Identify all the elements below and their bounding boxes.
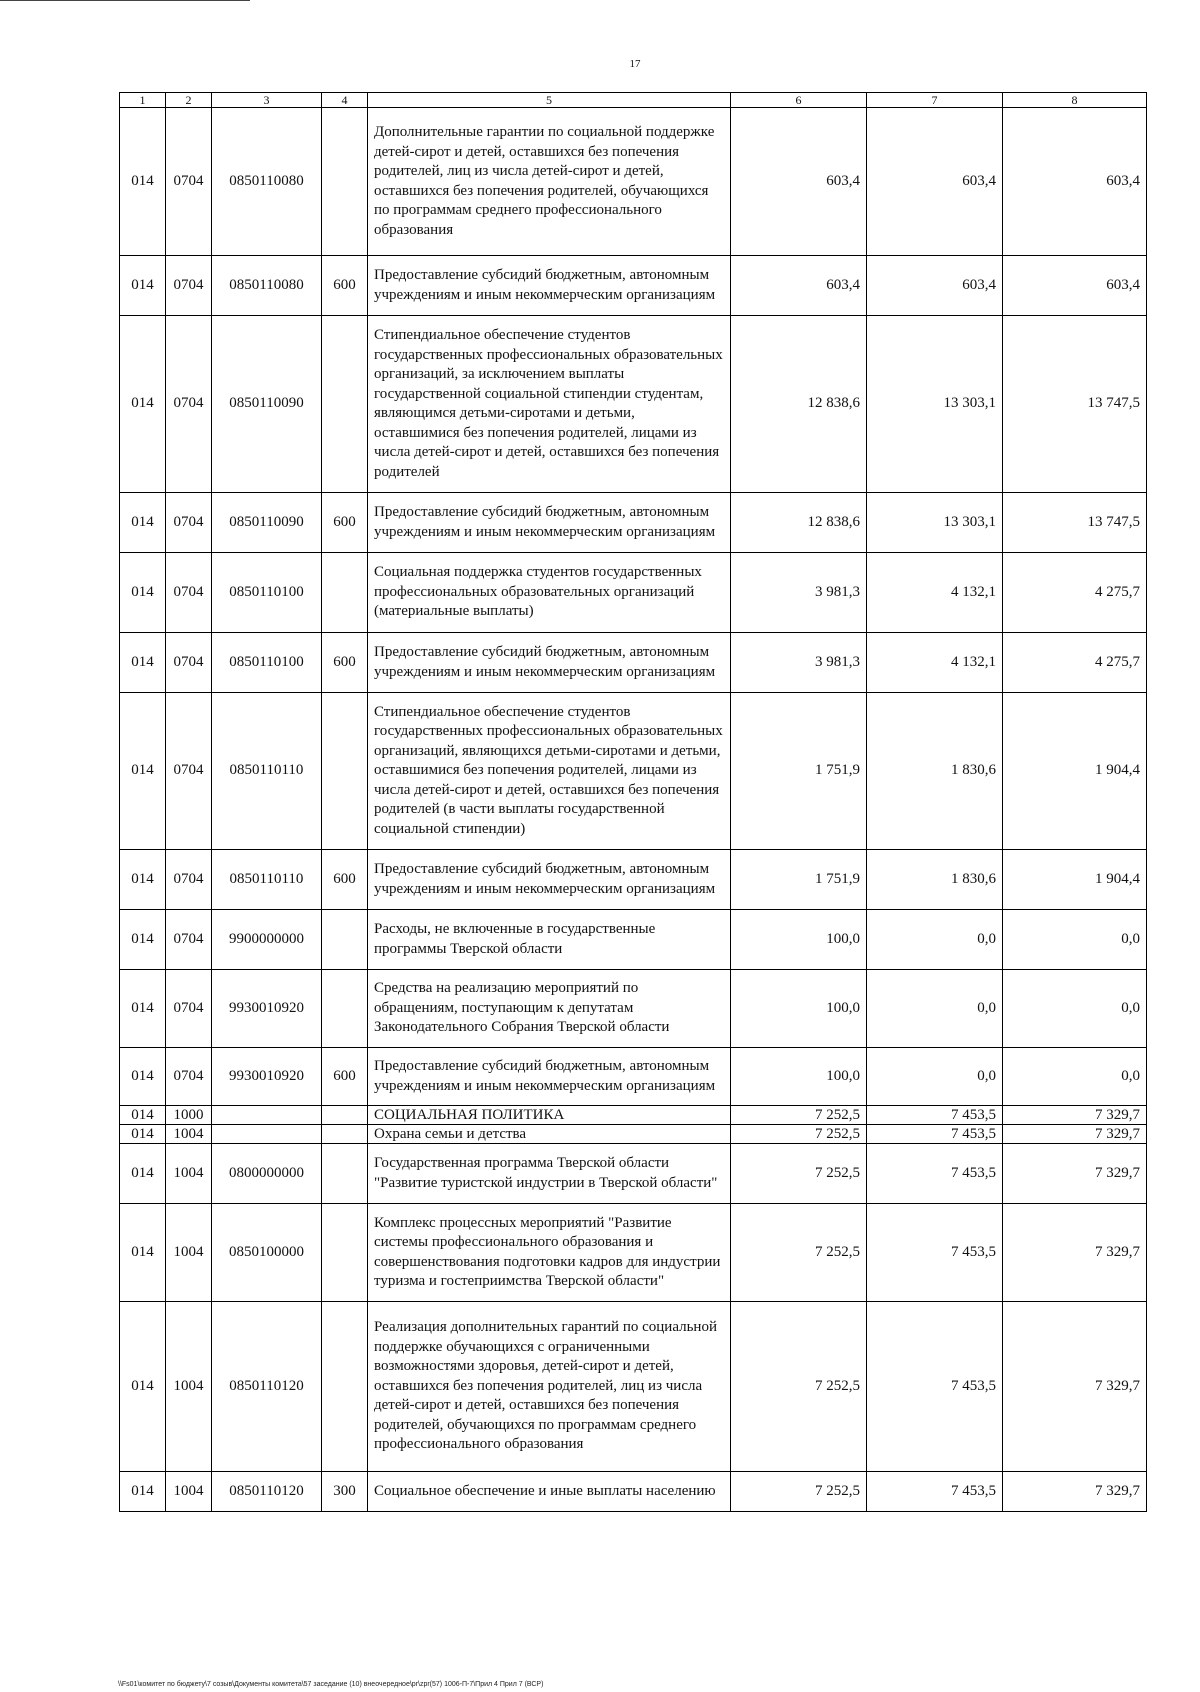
amount-year3-cell: 4 275,7 [1003, 553, 1147, 633]
expense-type-cell: 600 [322, 256, 368, 316]
amount-year1-cell: 7 252,5 [731, 1125, 867, 1144]
target-article-cell: 9930010920 [212, 1048, 322, 1106]
amount-year1-cell: 3 981,3 [731, 553, 867, 633]
expense-type-cell [322, 970, 368, 1048]
amount-year2-cell: 7 453,5 [867, 1204, 1003, 1302]
description-cell: Предоставление субсидий бюджетным, автономным учреждениям и иным некоммерческим организациям [368, 493, 731, 553]
expense-type-cell [322, 1204, 368, 1302]
admin-code-cell: 014 [120, 693, 166, 850]
amount-year3-cell: 4 275,7 [1003, 633, 1147, 693]
target-article-cell: 9930010920 [212, 970, 322, 1048]
amount-year2-cell: 603,4 [867, 256, 1003, 316]
admin-code-cell: 014 [120, 1204, 166, 1302]
expense-type-cell [322, 1302, 368, 1472]
amount-year3-cell: 7 329,7 [1003, 1204, 1147, 1302]
target-article-cell: 0850110120 [212, 1302, 322, 1472]
expense-type-cell [322, 1125, 368, 1144]
description-cell: СОЦИАЛЬНАЯ ПОЛИТИКА [368, 1106, 731, 1125]
amount-year2-cell: 13 303,1 [867, 493, 1003, 553]
section-code-cell: 0704 [166, 1048, 212, 1106]
description-cell: Социальная поддержка студентов государственных профессиональных образовательных организаций (материальные выплаты) [368, 553, 731, 633]
section-code-cell: 0704 [166, 256, 212, 316]
target-article-cell: 0850110090 [212, 493, 322, 553]
section-code-cell: 1004 [166, 1144, 212, 1204]
amount-year3-cell: 1 904,4 [1003, 850, 1147, 910]
table-row [120, 910, 1147, 970]
amount-year2-cell: 13 303,1 [867, 316, 1003, 493]
target-article-cell: 0850110110 [212, 850, 322, 910]
expense-type-cell: 600 [322, 493, 368, 553]
amount-year3-cell: 7 329,7 [1003, 1144, 1147, 1204]
table-row [120, 1125, 1147, 1144]
expense-type-cell [322, 108, 368, 256]
admin-code-cell: 014 [120, 910, 166, 970]
section-code-cell: 0704 [166, 553, 212, 633]
amount-year2-cell: 1 830,6 [867, 693, 1003, 850]
admin-code-cell: 014 [120, 316, 166, 493]
expense-type-cell: 300 [322, 1472, 368, 1512]
description-cell: Стипендиальное обеспечение студентов государственных профессиональных образовательных организаций, за исключением выплаты государственной социальной стипендии студентам, являющимся детьми-сиротами и детьми, оставшимися без попечения родителей, лицами из числа детей-сирот и детей, оставшихся без попечения родителей [368, 316, 731, 493]
admin-code-cell: 014 [120, 1106, 166, 1125]
admin-code-cell: 014 [120, 108, 166, 256]
admin-code-cell: 014 [120, 850, 166, 910]
table-row [120, 693, 1147, 850]
target-article-cell [212, 1106, 322, 1125]
table-row [120, 493, 1147, 553]
amount-year1-cell: 603,4 [731, 108, 867, 256]
amount-year3-cell: 0,0 [1003, 910, 1147, 970]
target-article-cell: 0850110100 [212, 553, 322, 633]
table-row [120, 1472, 1147, 1512]
amount-year1-cell: 12 838,6 [731, 493, 867, 553]
table-row [120, 108, 1147, 256]
table-row [120, 256, 1147, 316]
description-cell: Стипендиальное обеспечение студентов государственных профессиональных образовательных организаций, являющихся детьми-сиротами и детьми, оставшимися без попечения родителей, лицами из числа детей-сирот и детей, оставшихся без попечения родителей (в части выплаты государственной социальной стипендии) [368, 693, 731, 850]
amount-year2-cell: 7 453,5 [867, 1144, 1003, 1204]
section-code-cell: 0704 [166, 850, 212, 910]
expense-type-cell [322, 1144, 368, 1204]
admin-code-cell: 014 [120, 553, 166, 633]
amount-year1-cell: 1 751,9 [731, 693, 867, 850]
admin-code-cell: 014 [120, 256, 166, 316]
amount-year1-cell: 12 838,6 [731, 316, 867, 493]
amount-year2-cell: 1 830,6 [867, 850, 1003, 910]
admin-code-cell: 014 [120, 1472, 166, 1512]
section-code-cell: 0704 [166, 910, 212, 970]
description-cell: Предоставление субсидий бюджетным, автономным учреждениям и иным некоммерческим организациям [368, 850, 731, 910]
table-row [120, 1106, 1147, 1125]
section-code-cell: 0704 [166, 970, 212, 1048]
target-article-cell: 0850110080 [212, 108, 322, 256]
amount-year3-cell: 7 329,7 [1003, 1106, 1147, 1125]
amount-year3-cell: 7 329,7 [1003, 1125, 1147, 1144]
table-row [120, 1302, 1147, 1472]
description-cell: Дополнительные гарантии по социальной поддержке детей-сирот и детей, оставшихся без попечения родителей, лиц из числа детей-сирот и детей, оставшихся без попечения родителей, обучающихся по программам среднего профессионального образования [368, 108, 731, 256]
amount-year1-cell: 603,4 [731, 256, 867, 316]
amount-year3-cell: 0,0 [1003, 1048, 1147, 1106]
target-article-cell: 0850110090 [212, 316, 322, 493]
expense-type-cell [322, 693, 368, 850]
description-cell: Реализация дополнительных гарантий по социальной поддержке обучающихся с ограниченными возможностями здоровья, детей-сирот и детей, оставшихся без попечения родителей, лиц из числа детей-сирот и детей, оставшихся без попечения родителей, обучающихся по программам среднего профессионального образования [368, 1302, 731, 1472]
section-code-cell: 0704 [166, 493, 212, 553]
expense-type-cell: 600 [322, 1048, 368, 1106]
table-row [120, 1144, 1147, 1204]
section-code-cell: 0704 [166, 633, 212, 693]
expense-type-cell [322, 316, 368, 493]
table-row [120, 1048, 1147, 1106]
budget-table [119, 92, 1147, 1512]
description-cell: Предоставление субсидий бюджетным, автономным учреждениям и иным некоммерческим организациям [368, 256, 731, 316]
amount-year1-cell: 7 252,5 [731, 1472, 867, 1512]
amount-year2-cell: 4 132,1 [867, 553, 1003, 633]
amount-year3-cell: 1 904,4 [1003, 693, 1147, 850]
amount-year3-cell: 603,4 [1003, 108, 1147, 256]
target-article-cell [212, 1125, 322, 1144]
section-code-cell: 0704 [166, 693, 212, 850]
amount-year3-cell: 13 747,5 [1003, 316, 1147, 493]
header-col-1: 1 [120, 93, 166, 108]
amount-year1-cell: 7 252,5 [731, 1204, 867, 1302]
header-col-5: 5 [368, 93, 731, 108]
section-code-cell: 1000 [166, 1106, 212, 1125]
top-scan-rule [0, 0, 250, 1]
target-article-cell: 0800000000 [212, 1144, 322, 1204]
table-row [120, 633, 1147, 693]
section-code-cell: 0704 [166, 316, 212, 493]
expense-type-cell [322, 910, 368, 970]
admin-code-cell: 014 [120, 1302, 166, 1472]
amount-year2-cell: 603,4 [867, 108, 1003, 256]
amount-year2-cell: 0,0 [867, 910, 1003, 970]
amount-year2-cell: 7 453,5 [867, 1302, 1003, 1472]
description-cell: Охрана семьи и детства [368, 1125, 731, 1144]
target-article-cell: 0850110100 [212, 633, 322, 693]
description-cell: Государственная программа Тверской области "Развитие туристской индустрии в Тверской области" [368, 1144, 731, 1204]
amount-year3-cell: 13 747,5 [1003, 493, 1147, 553]
table-row [120, 553, 1147, 633]
amount-year1-cell: 7 252,5 [731, 1144, 867, 1204]
header-col-2: 2 [166, 93, 212, 108]
header-col-7: 7 [867, 93, 1003, 108]
description-cell: Социальное обеспечение и иные выплаты населению [368, 1472, 731, 1512]
target-article-cell: 0850110080 [212, 256, 322, 316]
amount-year2-cell: 7 453,5 [867, 1472, 1003, 1512]
amount-year1-cell: 3 981,3 [731, 633, 867, 693]
section-code-cell: 1004 [166, 1472, 212, 1512]
page-number: 17 [629, 58, 641, 70]
target-article-cell: 0850110120 [212, 1472, 322, 1512]
header-col-3: 3 [212, 93, 322, 108]
expense-type-cell [322, 1106, 368, 1125]
table-row [120, 850, 1147, 910]
amount-year3-cell: 7 329,7 [1003, 1302, 1147, 1472]
amount-year1-cell: 7 252,5 [731, 1302, 867, 1472]
table-row [120, 1204, 1147, 1302]
admin-code-cell: 014 [120, 633, 166, 693]
section-code-cell: 1004 [166, 1302, 212, 1472]
table-row [120, 970, 1147, 1048]
amount-year3-cell: 0,0 [1003, 970, 1147, 1048]
amount-year2-cell: 0,0 [867, 1048, 1003, 1106]
description-cell: Расходы, не включенные в государственные программы Тверской области [368, 910, 731, 970]
expense-type-cell [322, 553, 368, 633]
table-row [120, 316, 1147, 493]
amount-year1-cell: 100,0 [731, 1048, 867, 1106]
amount-year2-cell: 7 453,5 [867, 1125, 1003, 1144]
admin-code-cell: 014 [120, 970, 166, 1048]
expense-type-cell: 600 [322, 633, 368, 693]
amount-year1-cell: 7 252,5 [731, 1106, 867, 1125]
header-col-6: 6 [731, 93, 867, 108]
description-cell: Предоставление субсидий бюджетным, автономным учреждениям и иным некоммерческим организациям [368, 633, 731, 693]
amount-year2-cell: 7 453,5 [867, 1106, 1003, 1125]
description-cell: Предоставление субсидий бюджетным, автономным учреждениям и иным некоммерческим организациям [368, 1048, 731, 1106]
amount-year3-cell: 7 329,7 [1003, 1472, 1147, 1512]
admin-code-cell: 014 [120, 1048, 166, 1106]
admin-code-cell: 014 [120, 1144, 166, 1204]
section-code-cell: 1004 [166, 1204, 212, 1302]
column-number-header [120, 93, 1147, 108]
section-code-cell: 0704 [166, 108, 212, 256]
description-cell: Комплекс процессных мероприятий "Развитие системы профессионального образования и совершенствования подготовки кадров для индустрии туризма и гостеприимства Тверской области" [368, 1204, 731, 1302]
target-article-cell: 9900000000 [212, 910, 322, 970]
target-article-cell: 0850100000 [212, 1204, 322, 1302]
target-article-cell: 0850110110 [212, 693, 322, 850]
amount-year2-cell: 4 132,1 [867, 633, 1003, 693]
amount-year1-cell: 1 751,9 [731, 850, 867, 910]
admin-code-cell: 014 [120, 1125, 166, 1144]
footer-file-path: \\Fs01\комитет по бюджету\7 созыв\Документы комитета\57 заседание (10) внеочередное\pr\zpr(57) 1006-П-7\Прил 4 Прил 7 (ВСР) [118, 1681, 544, 1688]
section-code-cell: 1004 [166, 1125, 212, 1144]
admin-code-cell: 014 [120, 493, 166, 553]
header-col-4: 4 [322, 93, 368, 108]
header-col-8: 8 [1003, 93, 1147, 108]
amount-year2-cell: 0,0 [867, 970, 1003, 1048]
expense-type-cell: 600 [322, 850, 368, 910]
amount-year1-cell: 100,0 [731, 910, 867, 970]
description-cell: Средства на реализацию мероприятий по обращениям, поступающим к депутатам Законодательного Собрания Тверской области [368, 970, 731, 1048]
amount-year1-cell: 100,0 [731, 970, 867, 1048]
amount-year3-cell: 603,4 [1003, 256, 1147, 316]
